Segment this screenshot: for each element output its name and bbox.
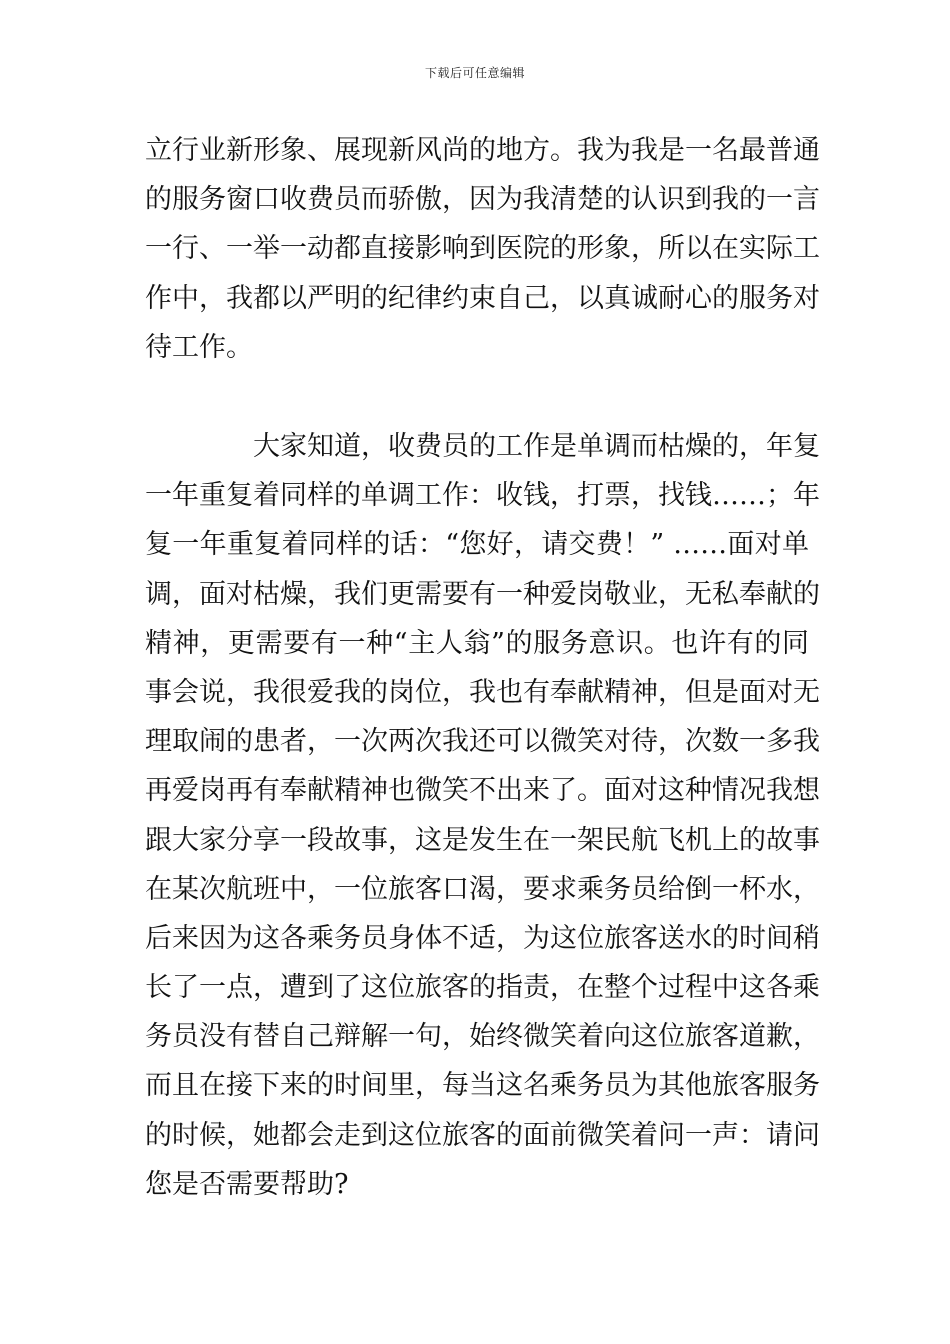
- paragraph-line: 精神，更需要有一种“主人翁”的服务意识。也许有的同: [145, 627, 809, 659]
- paragraph-first-line: 大家知道，收费员的工作是单调而枯燥的，年复: [253, 431, 820, 462]
- paragraph-line: 一行、一举一动都直接影响到医院的形象，所以在实际工: [145, 233, 820, 265]
- paragraph-line: 后来因为这各乘务员身体不适，为这位旅客送水的时间稍: [145, 922, 820, 954]
- paragraph-line: 立行业新形象、展现新风尚的地方。我为我是一名最普通: [145, 135, 820, 166]
- paragraph-line: 而且在接下来的时间里，每当这名乘务员为其他旅客服务: [145, 1070, 820, 1102]
- paragraph-line: 的时候，她都会走到这位旅客的面前微笑着问一声：请问: [145, 1119, 820, 1151]
- paragraph-line: 的服务窗口收费员而骄傲，因为我清楚的认识到我的一言: [145, 184, 820, 216]
- paragraph-line: 长了一点，遭到了这位旅客的指责，在整个过程中这各乘: [145, 972, 820, 1004]
- paragraph-line: 一年重复着同样的单调工作：收钱，打票，找钱……；年: [145, 480, 820, 512]
- paragraph-line: 事会说，我很爱我的岗位，我也有奉献精神，但是面对无: [145, 676, 820, 708]
- paragraph-line: 调，面对枯燥，我们更需要有一种爱岗敬业，无私奉献的: [145, 578, 820, 610]
- paragraph-line: 理取闹的患者，一次两次我还可以微笑对待，次数一多我: [145, 726, 820, 758]
- paragraph-line: 您是否需要帮助?: [145, 1168, 349, 1200]
- paragraph-line: 作中，我都以严明的纪律约束自己，以真诚耐心的服务对: [145, 282, 820, 314]
- paragraph-line: 待工作。: [145, 331, 253, 363]
- paragraph-2: [145, 422, 820, 1209]
- paragraph-line: 务员没有替自己辩解一句，始终微笑着向这位旅客道歉，: [145, 1021, 820, 1053]
- paragraph-line: 再爱岗再有奉献精神也微笑不出来了。面对这种情况我想: [145, 775, 820, 807]
- page-header: 下载后可任意编辑: [424, 66, 525, 80]
- paragraph-line: 复一年重复着同样的话：“您好，请交费！” ……面对单: [145, 529, 809, 561]
- paragraph-1: [145, 126, 820, 372]
- paragraph-line: 跟大家分享一段故事，这是发生在一架民航飞机上的故事: [145, 824, 820, 856]
- paragraph-line: 在某次航班中，一位旅客口渴，要求乘务员给倒一杯水，: [145, 873, 820, 905]
